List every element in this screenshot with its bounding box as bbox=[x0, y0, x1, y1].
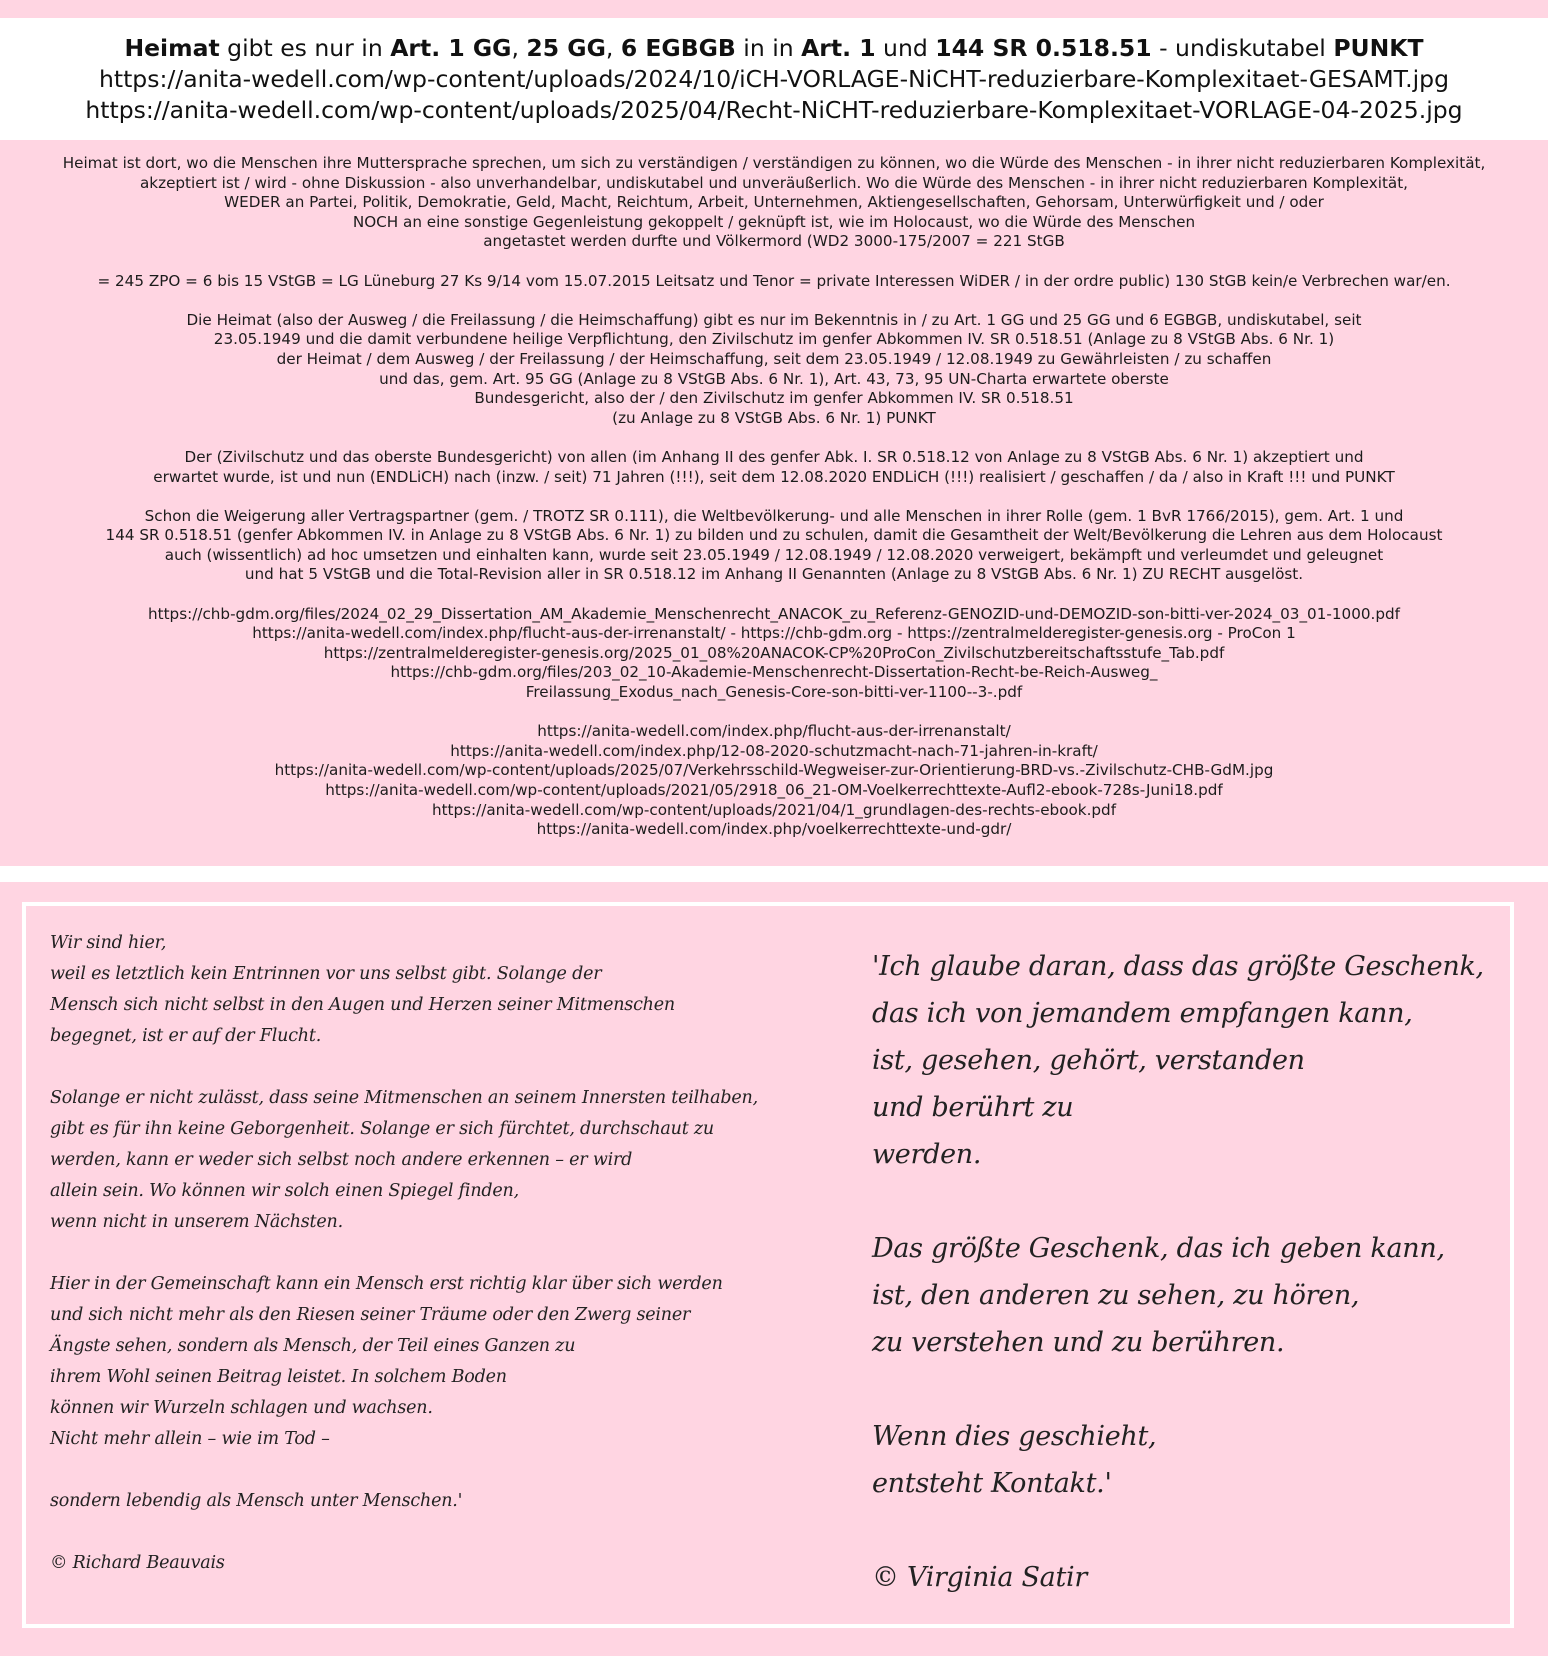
quote-line: ist, den anderen zu sehen, zu hören, bbox=[872, 1280, 1360, 1311]
header-bold: 25 GG bbox=[526, 34, 606, 62]
paragraph-gap bbox=[0, 487, 1548, 507]
text-line: und das, gem. Art. 95 GG (Anlage zu 8 VStGB Abs. 6 Nr. 1), Art. 43, 73, 95 UN-Charta erwartete oberste bbox=[379, 369, 1169, 388]
text-line: und hat 5 VStGB und die Total-Revision aller in SR 0.518.12 im Anhang II Genannten (Anlage zu 8 VStGB Abs. 6 Nr. 1) ZU RECHT ausgelöst. bbox=[244, 565, 1304, 584]
header-text: , bbox=[605, 34, 621, 62]
poem-line: Hier in der Gemeinschaft kann ein Mensch erst richtig klar über sich werden bbox=[50, 1274, 723, 1294]
poem-line: Wir sind hier, bbox=[50, 933, 167, 953]
header-url-1: https://anita-wedell.com/wp-content/uploads/2024/10/iCH-VORLAGE-NiCHT-reduzierbare-Komplexitaet-GESAMT.jpg bbox=[98, 65, 1449, 93]
url-line: https://anita-wedell.com/index.php/flucht-aus-der-irrenanstalt/ - https://chb-gdm.org - https://zentralmelderegister-genesis.org - ProCon 1 bbox=[252, 624, 1296, 643]
text-line: erwartet wurde, ist und nun (ENDLiCH) nach (inzw. / seit) 71 Jahren (!!!), seit dem 12.08.2020 ENDLiCH (!!!) realisiert / geschaffen / da / also in Kraft !!! und PUNKT bbox=[153, 467, 1395, 486]
url-line: https://anita-wedell.com/wp-content/uploads/2025/07/Verkehrsschild-Wegweiser-zur-Orientierung-BRD-vs.-Zivilschutz-CHB-GdM.jpg bbox=[274, 761, 1274, 780]
text-line: NOCH an eine sonstige Gegenleistung gekoppelt / geknüpft ist, wie im Holocaust, wo die Würde des Menschen bbox=[352, 212, 1196, 231]
poem-line: Mensch sich nicht selbst in den Augen und Herzen seiner Mitmenschen bbox=[50, 995, 675, 1015]
poem-line: und sich nicht mehr als den Riesen seiner Träume oder den Zwerg seiner bbox=[50, 1305, 691, 1325]
legal-text-section bbox=[0, 140, 1548, 866]
header-text: und bbox=[875, 34, 936, 62]
poem-line: werden, kann er weder sich selbst noch andere erkennen – er wird bbox=[50, 1150, 633, 1170]
satir-quote bbox=[872, 943, 1502, 1601]
poem-line: allein sein. Wo können wir solch einen Spiegel finden, bbox=[50, 1181, 519, 1201]
header-bold: 144 SR 0.518.51 bbox=[935, 34, 1152, 62]
stanza-gap bbox=[50, 1517, 810, 1548]
text-line: = 245 ZPO = 6 bis 15 VStGB = LG Lüneburg 27 Ks 9/14 vom 15.07.2015 Leitsatz und Tenor = private Interessen WiDER / in der ordre public) 130 StGB kein/e Verbrechen war/en. bbox=[97, 271, 1451, 290]
paragraph-gap bbox=[0, 252, 1548, 272]
poem-line: Ängste sehen, sondern als Mensch, der Teil eines Ganzen zu bbox=[50, 1336, 576, 1356]
poem-line: wenn nicht in unserem Nächsten. bbox=[50, 1212, 343, 1232]
quote-line: das ich von jemandem empfangen kann, bbox=[872, 998, 1413, 1029]
quote-author: © Virginia Satir bbox=[872, 1562, 1087, 1593]
url-line: https://zentralmelderegister-genesis.org/2025_01_08%20ANACOK-CP%20ProCon_Zivilschutzbereitschaftsstufe_Tab.pdf bbox=[323, 643, 1225, 662]
stanza-gap bbox=[872, 1366, 1502, 1413]
header-text: gibt es nur in bbox=[219, 34, 391, 62]
url-line: https://anita-wedell.com/wp-content/uploads/2021/04/1_grundlagen-des-rechts-ebook.pdf bbox=[431, 800, 1117, 819]
stanza-gap bbox=[50, 1052, 810, 1083]
url-line: https://anita-wedell.com/index.php/voelkerrechttexte-und-gdr/ bbox=[536, 820, 1012, 839]
header-text: in in bbox=[735, 34, 802, 62]
text-line: Heimat ist dort, wo die Menschen ihre Muttersprache sprechen, um sich zu verständigen / verständigen zu können, wo die Würde des Menschen - in ihrer nicht reduzierbaren Komplexität, bbox=[62, 154, 1486, 172]
poem-line: sondern lebendig als Mensch unter Menschen.' bbox=[50, 1491, 463, 1511]
text-line: akzeptiert ist / wird - ohne Diskussion - also unverhandelbar, undiskutabel und unveräußerlich. Wo die Würde des Menschen - in ihrer nicht reduzierbaren Komplexität, bbox=[140, 173, 1408, 192]
quote-line: zu verstehen und zu berühren. bbox=[872, 1327, 1285, 1358]
stanza-gap bbox=[872, 1178, 1502, 1225]
paragraph-gap bbox=[0, 291, 1548, 311]
quote-line: 'Ich glaube daran, dass das größte Geschenk, bbox=[872, 951, 1484, 982]
url-line: https://anita-wedell.com/index.php/12-08-2020-schutzmacht-nach-71-jahren-in-kraft/ bbox=[450, 741, 1098, 760]
quote-line: werden. bbox=[872, 1139, 982, 1170]
poem-line: Solange er nicht zulässt, dass seine Mitmenschen an seinem Innersten teilhaben, bbox=[50, 1088, 758, 1108]
text-line: auch (wissentlich) ad hoc umsetzen und einhalten kann, wurde seit 23.05.1949 / 12.08.1949 / 12.08.2020 verweigert, bekämpft und verleumdet und geleugnet bbox=[164, 545, 1384, 564]
header-title bbox=[0, 33, 1548, 64]
header-text: - undiskutabel bbox=[1151, 34, 1334, 62]
text-line: Bundesgericht, also der / den Zivilschutz im genfer Abkommen IV. SR 0.518.51 bbox=[474, 389, 1074, 408]
poem-author: © Richard Beauvais bbox=[50, 1553, 225, 1573]
text-line: 23.05.1949 und die damit verbundene heilige Verpflichtung, den Zivilschutz im genfer Abkommen IV. SR 0.518.51 (Anlage zu 8 VStGB Abs. 6 Nr. 1) bbox=[213, 330, 1335, 349]
text-line: (zu Anlage zu 8 VStGB Abs. 6 Nr. 1) PUNKT bbox=[612, 408, 936, 427]
paragraph-gap bbox=[0, 703, 1548, 723]
legal-text-body bbox=[0, 154, 1548, 840]
text-line: angetastet werden durfte und Völkermord (WD2 3000-175/2007 = 221 StGB bbox=[483, 232, 1065, 251]
text-line: Die Heimat (also der Ausweg / die Freilassung / die Heimschaffung) gibt es nur im Bekenntnis in / zu Art. 1 GG und 25 GG und 6 EGBGB, undiskutabel, seit bbox=[186, 310, 1362, 329]
text-line: Der (Zivilschutz und das oberste Bundesgericht) von allen (im Anhang II des genfer Abk. I. SR 0.518.12 von Anlage zu 8 VStGB Abs. 6 Nr. 1) akzeptiert und bbox=[184, 447, 1364, 466]
paragraph-gap bbox=[0, 428, 1548, 448]
text-line: Schon die Weigerung aller Vertragspartner (gem. / TROTZ SR 0.111), die Weltbevölkerung- und alle Menschen in ihrer Rolle (gem. 1 BvR 1766/2015), gem. Art. 1 und bbox=[144, 506, 1404, 525]
poem-line: begegnet, ist er auf der Flucht. bbox=[50, 1026, 322, 1046]
header-banner bbox=[0, 18, 1548, 140]
header-bold: PUNKT bbox=[1333, 34, 1424, 62]
paragraph-gap bbox=[0, 585, 1548, 605]
poem-line: Nicht mehr allein – wie im Tod – bbox=[50, 1429, 330, 1449]
quote-line: ist, gesehen, gehört, verstanden bbox=[872, 1045, 1305, 1076]
poem-line: weil es letztlich kein Entrinnen vor uns selbst gibt. Solange der bbox=[50, 964, 602, 984]
stanza-gap bbox=[872, 1507, 1502, 1554]
poem-line: ihrem Wohl seinen Beitrag leistet. In solchem Boden bbox=[50, 1367, 507, 1387]
url-line: https://chb-gdm.org/files/203_02_10-Akademie-Menschenrecht-Dissertation-Recht-be-Reich-Ausweg_ bbox=[390, 663, 1158, 682]
quote-line: Wenn dies geschieht, bbox=[872, 1421, 1157, 1452]
header-url-2: https://anita-wedell.com/wp-content/uploads/2025/04/Recht-NiCHT-reduzierbare-Komplexitaet-VORLAGE-04-2025.jpg bbox=[85, 96, 1463, 124]
poem-line: können wir Wurzeln schlagen und wachsen. bbox=[50, 1398, 433, 1418]
text-line: 144 SR 0.518.51 (genfer Abkommen IV. in Anlage zu 8 VStGB Abs. 6 Nr. 1) zu bilden und zu schulen, damit die Gesamtheit der Welt/Bevölkerung die Lehren aus dem Holocaust bbox=[105, 526, 1443, 545]
header-bold: 6 EGBGB bbox=[620, 34, 736, 62]
url-line: https://anita-wedell.com/wp-content/uploads/2021/05/2918_06_21-OM-Voelkerrechttexte-Aufl2-ebook-728s-Juni18.pdf bbox=[325, 781, 1223, 799]
text-line: WEDER an Partei, Politik, Demokratie, Geld, Macht, Reichtum, Arbeit, Unternehmen, Aktiengesellschaften, Gehorsam, Unterwürfigkeit und / oder bbox=[224, 193, 1324, 212]
stanza-gap bbox=[50, 1455, 810, 1486]
poem-line: gibt es für ihn keine Geborgenheit. Solange er sich fürchtet, durchschaut zu bbox=[50, 1119, 715, 1139]
header-text: , bbox=[511, 34, 527, 62]
header-bold: Art. 1 GG bbox=[390, 34, 512, 62]
url-line: https://anita-wedell.com/index.php/flucht-aus-der-irrenanstalt/ bbox=[537, 722, 1011, 741]
stanza-gap bbox=[50, 1238, 810, 1269]
beauvais-poem bbox=[50, 928, 810, 1579]
section-divider bbox=[0, 866, 1548, 882]
url-line: Freilassung_Exodus_nach_Genesis-Core-son-bitti-ver-1100--3-.pdf bbox=[525, 683, 1023, 702]
header-bold: Art. 1 bbox=[801, 34, 876, 62]
text-line: der Heimat / dem Ausweg / der Freilassung / der Heimschaffung, seit dem 23.05.1949 / 12.08.1949 zu Gewährleisten / zu schaffen bbox=[276, 349, 1272, 368]
quote-line: entsteht Kontakt.' bbox=[872, 1468, 1112, 1499]
quote-line: und berührt zu bbox=[872, 1092, 1074, 1123]
url-line: https://chb-gdm.org/files/2024_02_29_Dissertation_AM_Akademie_Menschenrecht_ANACOK_zu_Referenz-GENOZID-und-DEMOZID-son-bitti-ver-2024_03_01-1000.pdf bbox=[148, 604, 1400, 623]
header-bold: Heimat bbox=[124, 34, 220, 62]
quote-line: Das größte Geschenk, das ich geben kann, bbox=[872, 1233, 1445, 1264]
